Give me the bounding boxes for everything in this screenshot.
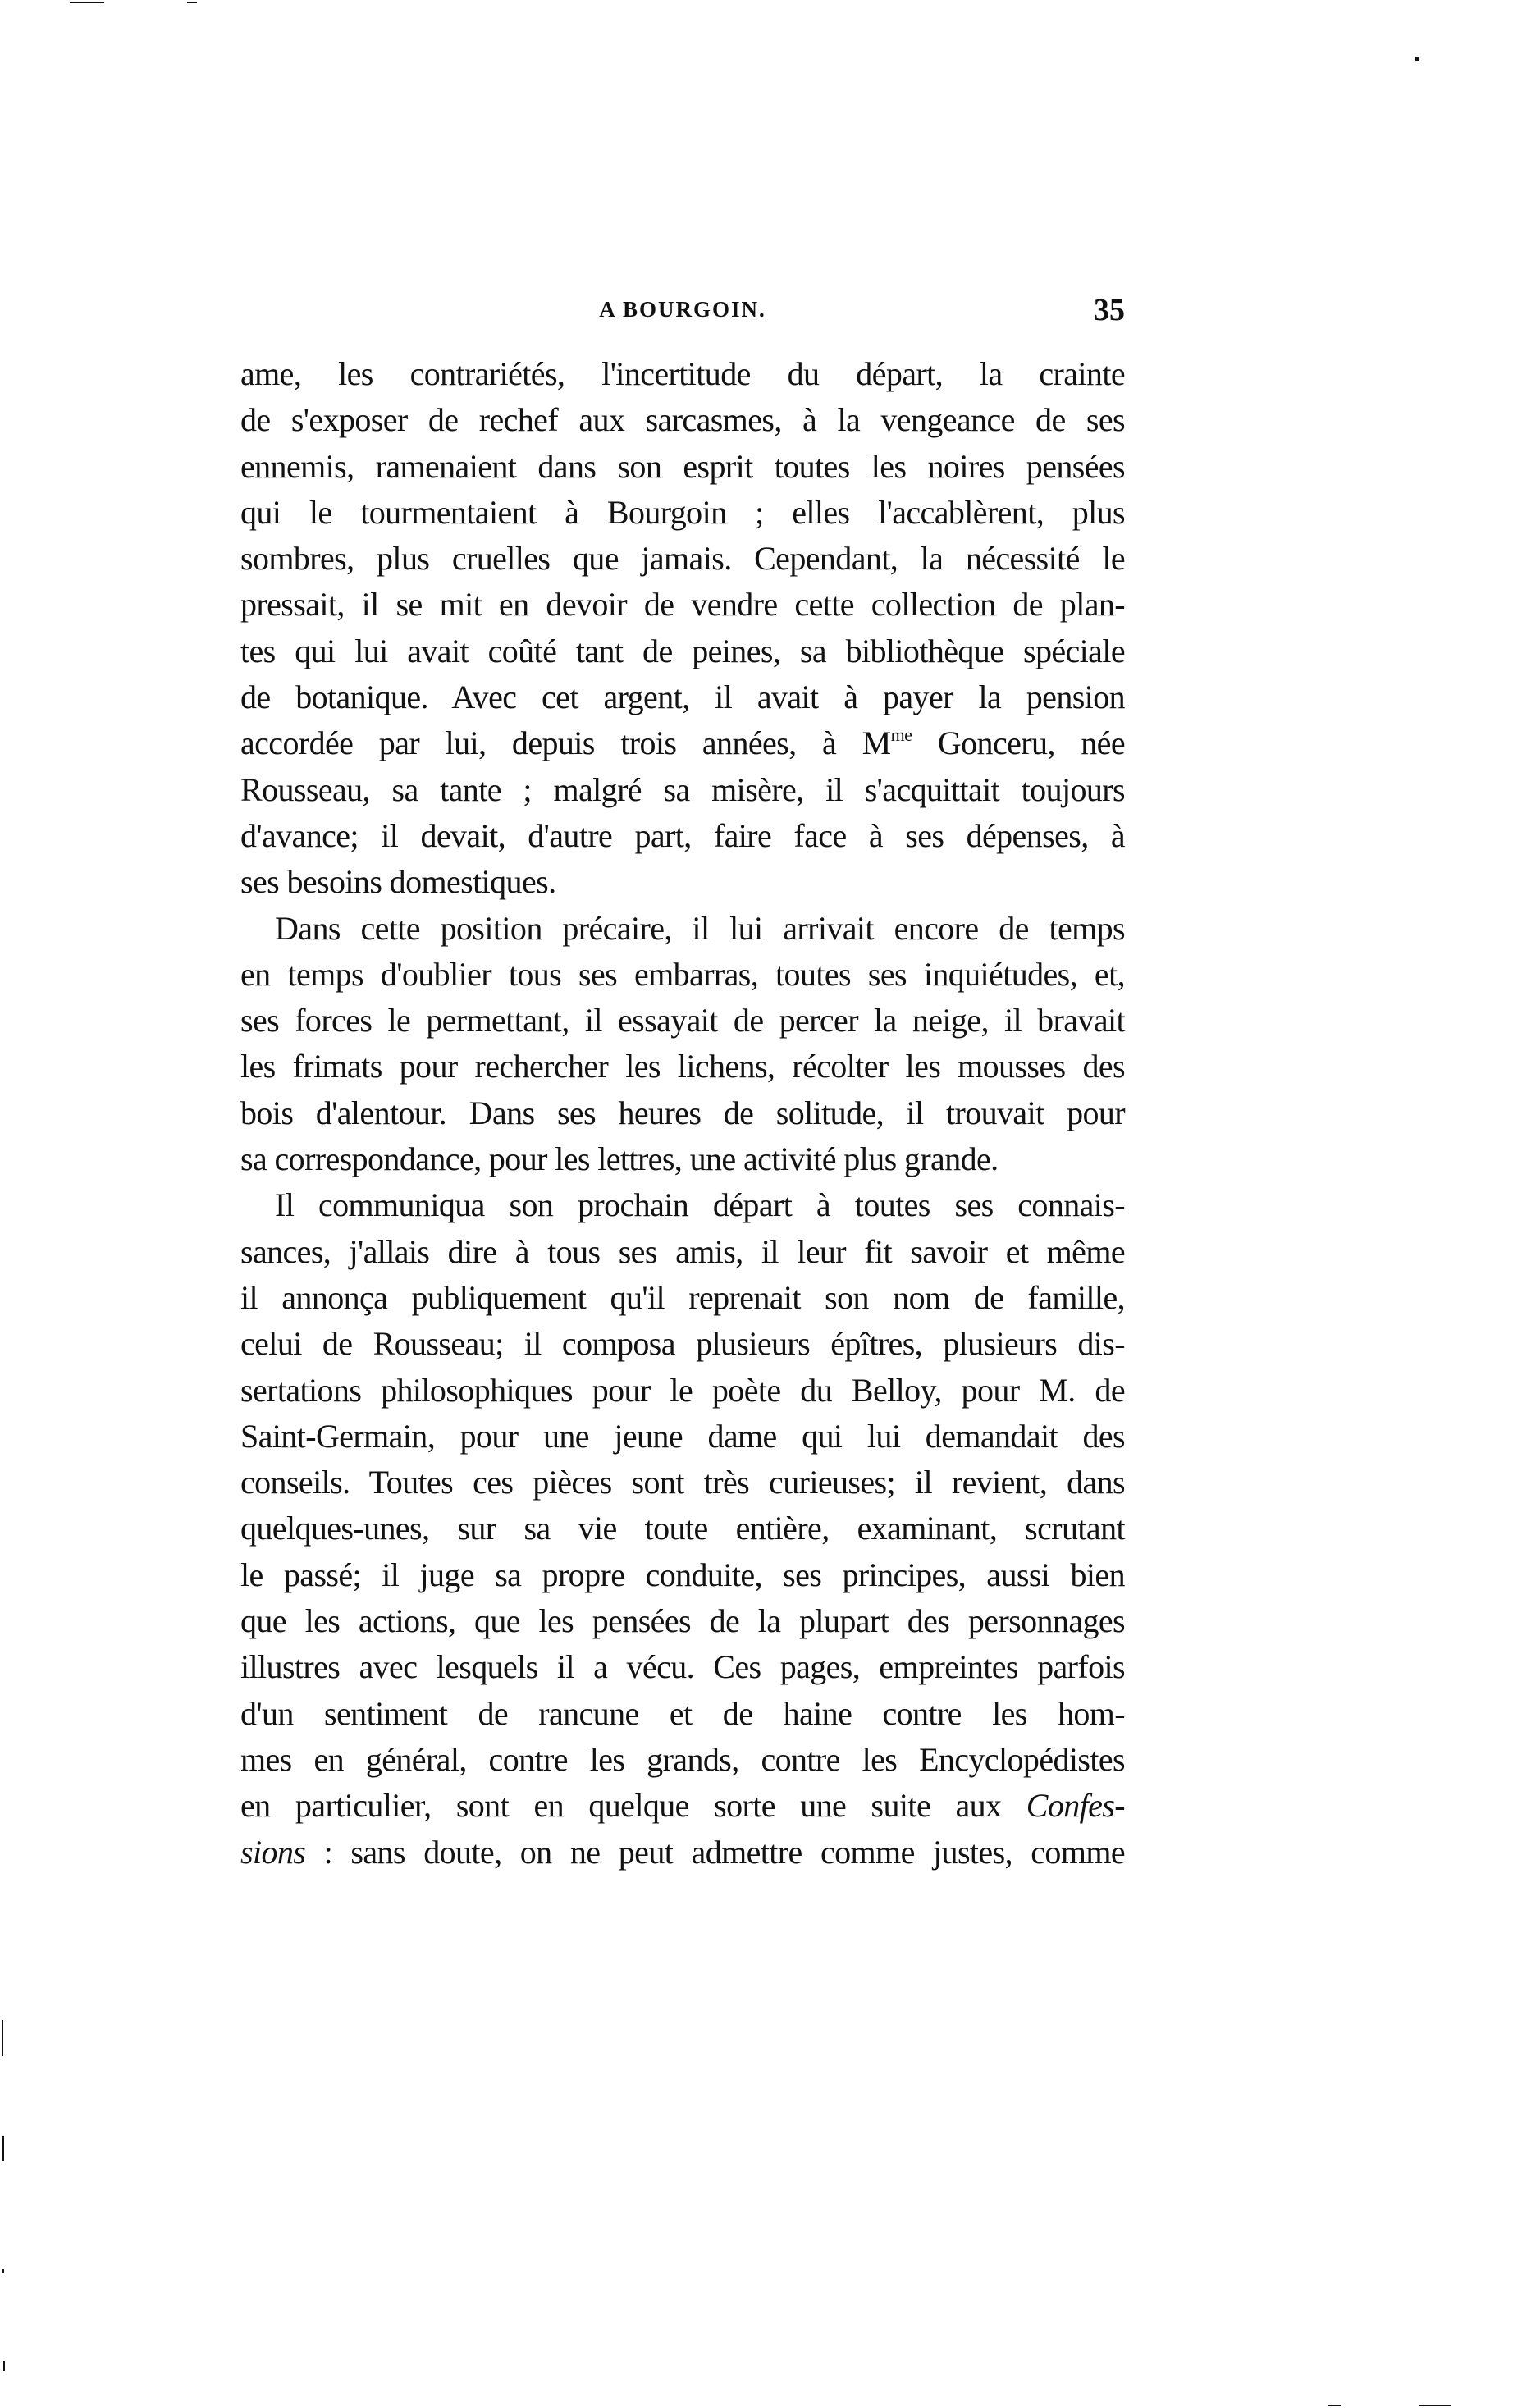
- text-line: les frimats pour rechercher les lichens, récolter les mousses des: [240, 1048, 1125, 1085]
- scan-mark-left-4: [3, 2361, 5, 2371]
- text-line: ses besoins domestiques.: [240, 863, 556, 901]
- scan-mark-bottom-1: [1328, 2405, 1341, 2406]
- text-line: Il communiqua son prochain départ à toutes ses connais-: [275, 1186, 1125, 1224]
- text-line: sances, j'allais dire à tous ses amis, il leur fit savoir et même: [240, 1232, 1125, 1270]
- text-line: Dans cette position précaire, il lui arrivait encore de temps: [275, 909, 1125, 947]
- superscript-abbreviation: me: [890, 724, 912, 746]
- text-line: quelques-unes, sur sa vie toute entière, examinant, scrutant: [240, 1510, 1125, 1547]
- text-line: Saint-Germain, pour une jeune dame qui lui demandait des: [240, 1417, 1125, 1455]
- text-segment: en particulier, sont en quelque sorte une suite aux: [240, 1787, 1026, 1825]
- text-line: [240, 1783, 1125, 1829]
- text-line: qui le tourmentaient à Bourgoin ; elles l'accablèrent, plus: [240, 493, 1125, 531]
- scan-mark-top-right: [1415, 57, 1419, 61]
- scan-mark-left-3: [2, 2269, 4, 2273]
- scan-mark-left-1: [2, 2020, 3, 2056]
- text-line: que les actions, que les pensées de la plupart des personnages: [240, 1602, 1125, 1640]
- scan-mark-left-2: [2, 2136, 4, 2161]
- italic-title: Confes-: [1026, 1787, 1125, 1825]
- text-line: sa correspondance, pour les lettres, une activité plus grande.: [240, 1140, 999, 1178]
- scan-mark-top-left: [70, 2, 104, 3]
- text-line: sombres, plus cruelles que jamais. Cependant, la nécessité le: [240, 540, 1125, 578]
- text-line: pressait, il se mit en devoir de vendre cette collection de plan-: [240, 586, 1125, 624]
- text-line: bois d'alentour. Dans ses heures de solitude, il trouvait pour: [240, 1094, 1125, 1131]
- text-segment: Gonceru, née: [912, 724, 1125, 762]
- page-header: [240, 293, 1125, 338]
- text-line: tes qui lui avait coûté tant de peines, sa bibliothèque spéciale: [240, 632, 1125, 669]
- text-line: le passé; il juge sa propre conduite, ses principes, aussi bien: [240, 1556, 1125, 1593]
- text-line: d'avance; il devait, d'autre part, faire face à ses dépenses, à: [240, 816, 1125, 854]
- text-line: d'un sentiment de rancune et de haine contre les hom-: [240, 1694, 1125, 1732]
- scan-mark-bottom-2: [1419, 2405, 1451, 2406]
- text-line: de s'exposer de rechef aux sarcasmes, à la vengeance de ses: [240, 401, 1125, 439]
- page-number: 35: [1094, 293, 1125, 327]
- text-line: [240, 1830, 1125, 1876]
- text-line: ennemis, ramenaient dans son esprit toutes les noires pensées: [240, 447, 1125, 485]
- text-segment: : sans doute, on ne peut admettre comme justes, comme: [305, 1833, 1125, 1871]
- body-text: [240, 351, 1125, 1876]
- text-line: [240, 720, 1125, 766]
- text-line: mes en général, contre les grands, contre les Encyclopédistes: [240, 1740, 1125, 1778]
- text-line: de botanique. Avec cet argent, il avait à payer la pension: [240, 679, 1125, 716]
- text-line: illustres avec lesquels il a vécu. Ces pages, empreintes parfois: [240, 1648, 1125, 1686]
- italic-title: sions: [240, 1833, 306, 1871]
- text-line: en temps d'oublier tous ses embarras, toutes ses inquiétudes, et,: [240, 955, 1125, 993]
- text-line: il annonça publiquement qu'il reprenait son nom de famille,: [240, 1278, 1125, 1316]
- text-line: ses forces le permettant, il essayait de percer la neige, il bravait: [240, 1002, 1125, 1040]
- text-line: Rousseau, sa tante ; malgré sa misère, il s'acquittait toujours: [240, 770, 1125, 808]
- text-segment: accordée par lui, depuis trois années, à M: [240, 724, 891, 762]
- scan-mark-top: [187, 2, 197, 3]
- text-line: conseils. Toutes ces pièces sont très curieuses; il revient, dans: [240, 1464, 1125, 1501]
- running-title: A BOURGOIN.: [599, 297, 766, 322]
- text-line: sertations philosophiques pour le poète du Belloy, pour M. de: [240, 1371, 1125, 1409]
- text-line: ame, les contrariétés, l'incertitude du départ, la crainte: [240, 355, 1125, 392]
- text-line: celui de Rousseau; il composa plusieurs épîtres, plusieurs dis-: [240, 1325, 1125, 1363]
